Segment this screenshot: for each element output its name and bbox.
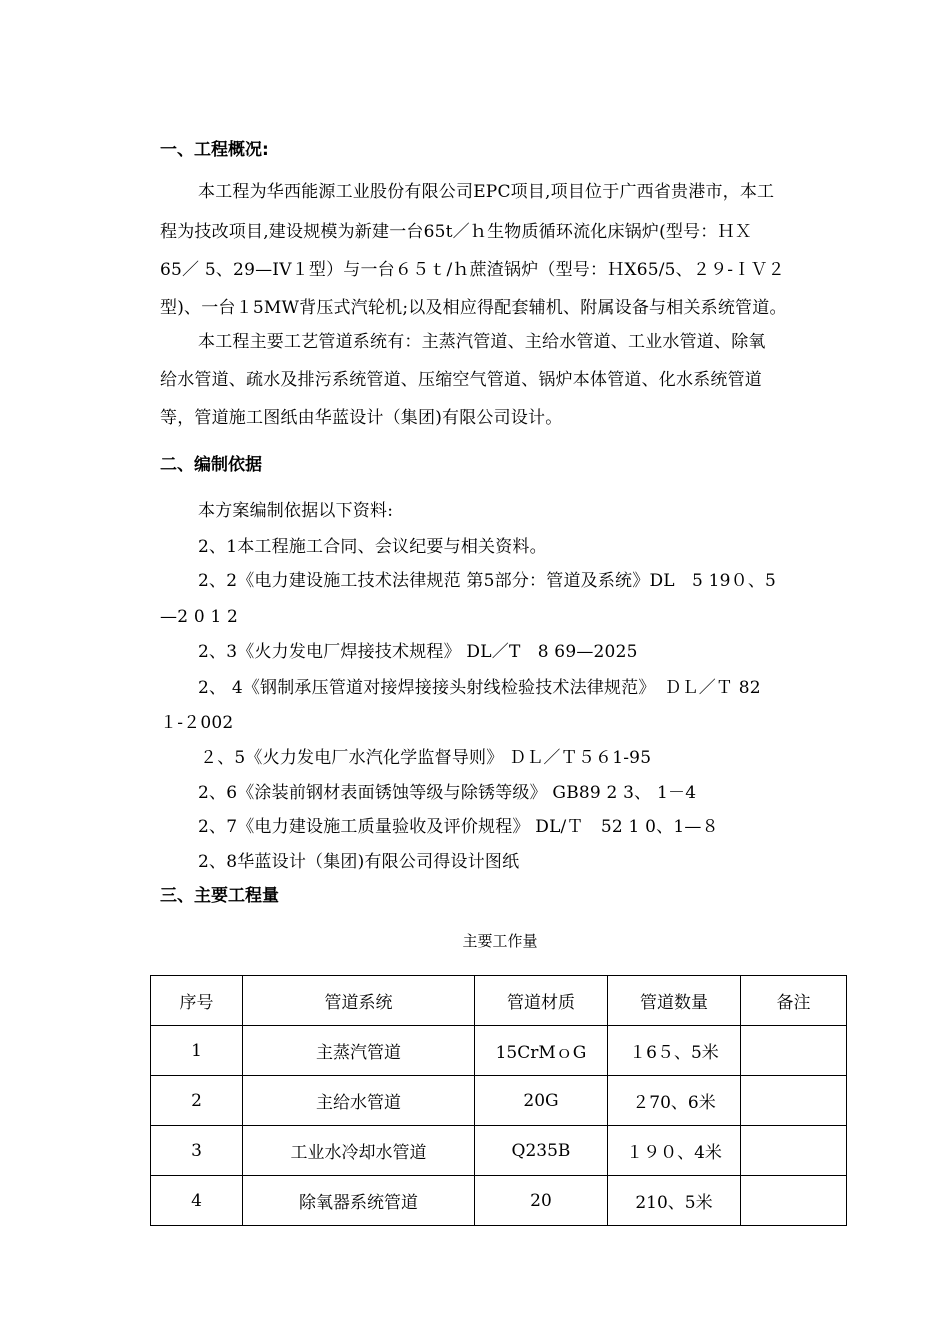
table-caption: 主要工作量 xyxy=(462,932,538,950)
overview-paragraph-2-line-3: 等，管道施工图纸由华蓝设计（集团)有限公司设计。 xyxy=(160,408,563,428)
cell-quantity: １6５、5米 xyxy=(608,1026,741,1076)
header-cell-index: 序号 xyxy=(151,976,243,1026)
table-row xyxy=(151,1126,847,1176)
cell-index: 4 xyxy=(151,1176,243,1226)
cell-material: 20G xyxy=(475,1076,608,1126)
overview-paragraph-1-line-4: 型)、一台１5MW背压式汽轮机;以及相应得配套辅机、附属设备与相关系统管道。 xyxy=(160,298,787,318)
cell-system: 工业水冷却水管道 xyxy=(243,1126,475,1176)
overview-paragraph-1-line-3: 65／ 5、29—IV１型）与一台６５ｔ/ｈ蔗渣锅炉（型号：ＨX65/5、２９-ＩＶ２ xyxy=(160,260,785,280)
basis-item-2-2: 2、2《电力建设施工技术法律规范 第5部分：管道及系统》DL 5 19０、5 xyxy=(198,571,777,591)
cell-quantity: ２70、6米 xyxy=(608,1076,741,1126)
cell-remarks xyxy=(741,1026,847,1076)
cell-index: 3 xyxy=(151,1126,243,1176)
overview-paragraph-1-line-1: 本工程为华西能源工业股份有限公司EPC项目,项目位于广西省贵港市，本工 xyxy=(198,182,775,202)
table-row xyxy=(151,1026,847,1076)
cell-quantity: １９０、4米 xyxy=(608,1126,741,1176)
cell-material: 20 xyxy=(475,1176,608,1226)
cell-system: 除氧器系统管道 xyxy=(243,1176,475,1226)
cell-system: 主给水管道 xyxy=(243,1076,475,1126)
cell-quantity: 210、5米 xyxy=(608,1176,741,1226)
cell-remarks xyxy=(741,1176,847,1226)
section-heading-quantities: 三、主要工程量 xyxy=(160,886,279,906)
cell-material: 15CrMｏG xyxy=(475,1026,608,1076)
basis-intro: 本方案编制依据以下资料: xyxy=(198,501,394,521)
cell-system: 主蒸汽管道 xyxy=(243,1026,475,1076)
basis-item-2-6: 2、6《涂装前钢材表面锈蚀等级与除锈等级》 GB89 2 3、 1－4 xyxy=(198,783,697,803)
basis-item-2-4: 2、 4《钢制承压管道对接焊接接头射线检验技术法律规范》 ＤＬ／Ｔ 82 xyxy=(198,678,761,698)
cell-material: Q235B xyxy=(475,1126,608,1176)
basis-item-2-5: ２、5《火力发电厂水汽化学监督导则》 ＤＬ／Ｔ５６1-95 xyxy=(200,748,652,768)
work-quantity-table xyxy=(150,975,847,1226)
basis-item-2-3: 2、3《火力发电厂焊接技术规程》 DL／T 8 69—2025 xyxy=(198,642,638,662)
overview-paragraph-2-line-2: 给水管道、疏水及排污系统管道、压缩空气管道、锅炉本体管道、化水系统管道 xyxy=(160,370,762,390)
header-cell-material: 管道材质 xyxy=(475,976,608,1026)
basis-item-2-7: 2、7《电力建设施工质量验收及评价规程》 DL/Ｔ 52 1 0、1—８ xyxy=(198,817,719,837)
header-cell-system: 管道系统 xyxy=(243,976,475,1026)
basis-item-2-8: 2、8华蓝设计（集团)有限公司得设计图纸 xyxy=(198,852,520,872)
header-cell-remarks: 备注 xyxy=(741,976,847,1026)
cell-remarks xyxy=(741,1126,847,1176)
section-heading-basis: 二、编制依据 xyxy=(160,455,262,475)
overview-paragraph-2-line-1: 本工程主要工艺管道系统有：主蒸汽管道、主给水管道、工业水管道、除氧 xyxy=(198,332,766,352)
table-row xyxy=(151,1176,847,1226)
overview-paragraph-1-line-2: 程为技改项目,建设规模为新建一台65t／ｈ生物质循环流化床锅炉(型号：ＨＸ xyxy=(160,222,752,242)
basis-item-2-4-cont: １-２002 xyxy=(160,713,234,733)
basis-item-2-2-cont: —2 0 1 2 xyxy=(160,607,239,627)
cell-index: 1 xyxy=(151,1026,243,1076)
table-row xyxy=(151,1076,847,1126)
section-heading-overview: 一、工程概况: xyxy=(160,140,269,160)
cell-remarks xyxy=(741,1076,847,1126)
basis-item-2-1: 2、1本工程施工合同、会议纪要与相关资料。 xyxy=(198,537,547,557)
cell-index: 2 xyxy=(151,1076,243,1126)
table-header-row xyxy=(151,976,847,1026)
header-cell-quantity: 管道数量 xyxy=(608,976,741,1026)
